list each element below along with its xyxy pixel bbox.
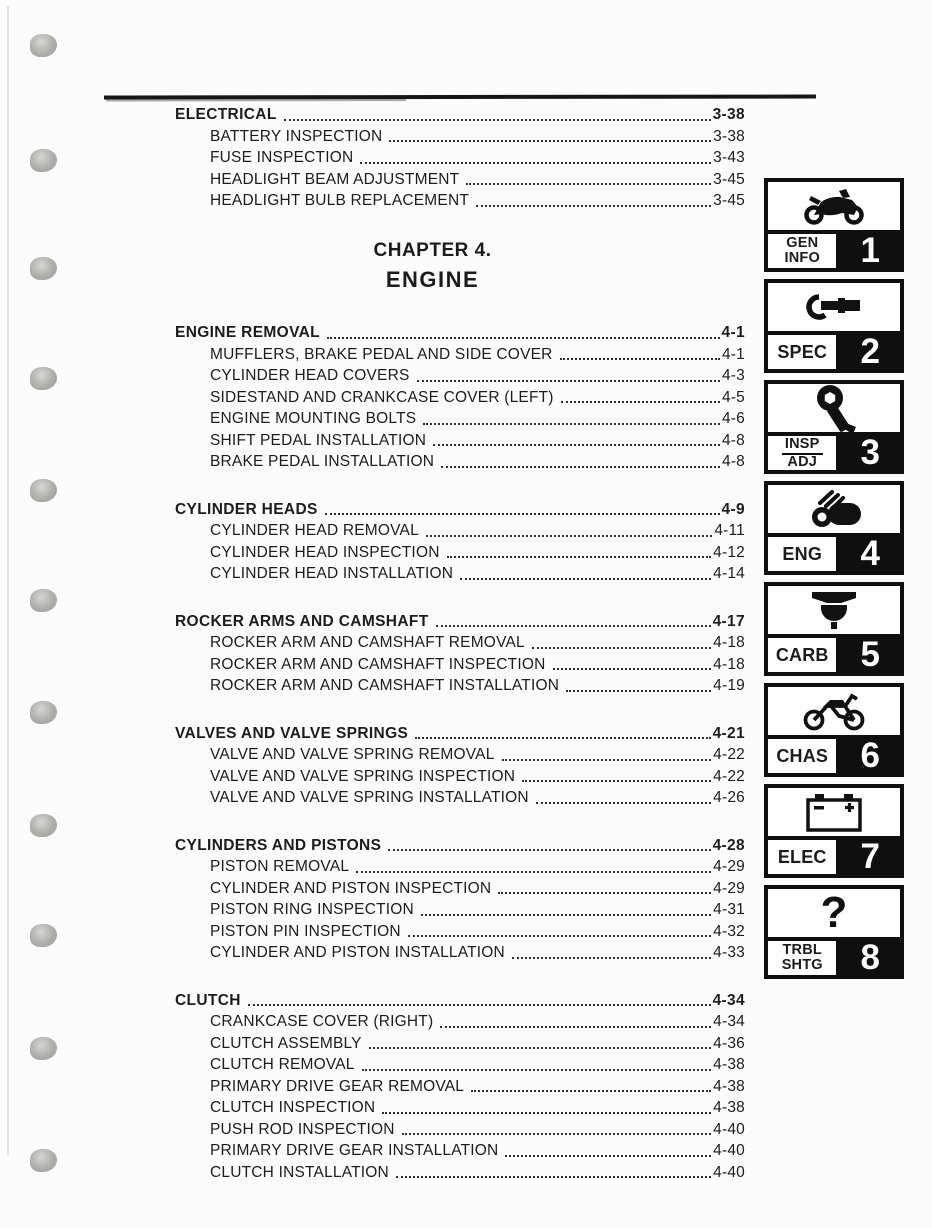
dot-leader <box>460 578 711 580</box>
toc-page-number: 4-19 <box>713 677 745 694</box>
dot-leader <box>421 914 711 916</box>
binder-hole-mark <box>30 1037 57 1060</box>
toc-page-number: 3-38 <box>712 106 745 123</box>
toc-section-title-row <box>175 723 745 745</box>
toc-entry-label: ENGINE MOUNTING BOLTS <box>210 410 417 427</box>
toc-entry-label: PISTON RING INSPECTION <box>210 901 414 918</box>
toc-item-row <box>175 878 745 900</box>
toc-item-row <box>175 563 745 585</box>
tab-label-strip <box>768 836 900 874</box>
tab-label <box>768 840 840 874</box>
toc-item-row <box>175 1140 745 1162</box>
binder-hole-mark <box>30 149 57 172</box>
dot-leader <box>560 358 720 360</box>
toc-entry-label: SIDESTAND AND CRANKCASE COVER (LEFT) <box>210 388 554 406</box>
dot-leader <box>532 647 711 649</box>
dot-leader <box>396 1176 711 1178</box>
chapter-tab-sidebar <box>764 178 904 986</box>
toc-section <box>175 835 745 964</box>
toc-item-row <box>175 520 745 542</box>
toc-item-row <box>175 766 745 788</box>
sidebar-tab-insp-adj <box>764 380 904 474</box>
dot-leader <box>498 892 711 894</box>
toc-entry-label: CYLINDER HEAD INSPECTION <box>210 543 440 561</box>
toc-item-row <box>175 387 745 409</box>
toc-page-number: 4-31 <box>713 901 745 918</box>
tab-label-strip <box>768 230 900 268</box>
toc-item-row <box>175 856 745 878</box>
dot-leader <box>441 466 720 468</box>
toc-page-number: 4-14 <box>713 565 745 582</box>
sidebar-tab-trbl-shtg <box>764 885 904 979</box>
toc-entry-label: ROCKER ARM AND CAMSHAFT REMOVAL <box>210 634 525 651</box>
tab-label-line: ELEC <box>777 847 827 867</box>
toc-entry-label: BRAKE PEDAL INSTALLATION <box>210 453 435 470</box>
toc-entry-label: PISTON PIN INSPECTION <box>210 922 401 940</box>
toc-item-row <box>175 542 745 564</box>
toc-entry-label: ELECTRICAL <box>175 106 277 123</box>
toc-item-row <box>175 899 745 921</box>
tab-label-line: SPEC <box>777 342 828 362</box>
dot-leader <box>362 1069 712 1071</box>
toc-entry-label: CLUTCH REMOVAL <box>210 1056 355 1073</box>
toc-page-number: 4-8 <box>721 431 745 449</box>
toc-entry-label: CYLINDER HEADS <box>175 500 318 518</box>
toc-entry-label: PRIMARY DRIVE GEAR INSTALLATION <box>210 1142 499 1159</box>
toc-page-number: 3-45 <box>713 170 745 188</box>
toc-page-number: 4-18 <box>713 634 745 651</box>
dot-leader <box>512 957 711 959</box>
toc-item-row <box>175 675 745 697</box>
chapter-title: ENGINE <box>385 267 480 292</box>
toc-entry-label: BATTERY INSPECTION <box>210 127 383 145</box>
dot-leader <box>388 849 710 851</box>
toc-page-number: 4-36 <box>713 1034 745 1052</box>
toc-page-number: 4-38 <box>713 1077 745 1095</box>
chapter-number: CHAPTER 4. <box>373 240 492 261</box>
toc-page-number: 4-26 <box>713 789 745 806</box>
toc-section <box>175 723 745 809</box>
tab-label-line: ADJ <box>787 453 818 470</box>
tab-number: 2 <box>840 335 900 369</box>
toc-page-number: 4-38 <box>713 1056 745 1073</box>
wrench-icon <box>768 384 900 432</box>
motorcycle-icon <box>768 182 900 230</box>
tab-number: 6 <box>840 739 900 773</box>
toc-page-number: 4-5 <box>721 388 745 406</box>
toc-page-number: 4-17 <box>712 612 745 630</box>
toc-item-row <box>175 654 745 676</box>
dot-leader <box>426 535 712 537</box>
tab-label-line: ENG <box>782 544 823 564</box>
toc-entry-label: MUFFLERS, BRAKE PEDAL AND SIDE COVER <box>210 345 553 363</box>
toc-entry-label: CYLINDER AND PISTON INSTALLATION <box>210 944 505 961</box>
sidebar-tab-carb <box>764 582 904 676</box>
tab-label-line: SHTG <box>781 957 823 973</box>
micrometer-icon <box>768 283 900 331</box>
tab-label <box>768 537 840 571</box>
toc-page-number: 4-40 <box>713 1142 745 1159</box>
toc-page-number: 3-43 <box>713 149 745 166</box>
tab-number: 7 <box>840 840 900 874</box>
toc-entry-label: SHIFT PEDAL INSTALLATION <box>210 431 427 449</box>
tab-label <box>768 739 840 773</box>
dot-leader <box>325 513 720 515</box>
sidebar-tab-eng <box>764 481 904 575</box>
toc-section <box>175 990 745 1184</box>
toc-entry-label: CYLINDER HEAD REMOVAL <box>210 522 419 539</box>
dot-leader <box>417 380 720 382</box>
toc-item-row <box>175 1054 745 1076</box>
toc-electrical-block <box>175 104 745 238</box>
toc-page-number: 3-45 <box>713 192 745 209</box>
tab-label-line: INSP <box>782 437 823 455</box>
tab-label-strip <box>768 331 900 369</box>
toc-chapter-block <box>175 322 745 1209</box>
toc-page-number: 4-33 <box>713 944 745 961</box>
toc-item-row <box>175 942 745 964</box>
question-mark-icon: ? <box>820 889 848 937</box>
dot-leader <box>466 183 711 185</box>
toc-item-row <box>175 632 745 654</box>
toc-entry-label: PRIMARY DRIVE GEAR REMOVAL <box>210 1077 465 1095</box>
tab-label <box>768 436 840 470</box>
toc-page-number: 4-21 <box>712 724 745 742</box>
sidebar-tab-spec <box>764 279 904 373</box>
toc-item-row <box>175 921 745 943</box>
tab-label-line: GEN <box>786 235 819 251</box>
sidebar-tab-elec <box>764 784 904 878</box>
tab-label-strip <box>768 937 900 975</box>
toc-page-number: 4-34 <box>712 991 745 1009</box>
dot-leader <box>284 119 711 121</box>
toc-item-row <box>175 1097 745 1119</box>
toc-item-row <box>175 365 745 387</box>
toc-page-number: 4-32 <box>713 922 745 940</box>
dot-leader <box>476 205 711 207</box>
dot-leader <box>248 1004 711 1006</box>
dot-leader <box>436 625 711 627</box>
toc-entry-label: CLUTCH INSTALLATION <box>210 1163 389 1181</box>
dot-leader <box>389 140 711 142</box>
toc-entry-label: CLUTCH <box>175 991 241 1009</box>
toc-entry-label: CYLINDER HEAD COVERS <box>210 367 410 384</box>
toc-item-row <box>175 744 745 766</box>
dot-leader <box>423 423 720 425</box>
dot-leader <box>553 668 712 670</box>
tab-number: 8 <box>840 941 900 975</box>
toc-entry-label: CYLINDERS AND PISTONS <box>175 836 382 854</box>
toc-section <box>175 322 745 473</box>
tab-number: 5 <box>840 638 900 672</box>
toc-entry-label: CRANKCASE COVER (RIGHT) <box>210 1013 434 1030</box>
dirtbike-icon <box>768 687 900 735</box>
toc-section <box>175 104 745 212</box>
toc-page-number: 4-38 <box>713 1099 745 1116</box>
tab-number: 4 <box>840 537 900 571</box>
binder-hole-mark <box>30 589 57 612</box>
dot-leader <box>505 1155 711 1157</box>
toc-item-row <box>175 344 745 366</box>
toc-page-number: 4-40 <box>713 1163 745 1181</box>
toc-page-number: 4-40 <box>713 1120 745 1138</box>
toc-entry-label: PUSH ROD INSPECTION <box>210 1120 395 1138</box>
dot-leader <box>536 802 711 804</box>
battery-icon <box>768 788 900 836</box>
sidebar-tab-gen-info <box>764 178 904 272</box>
toc-page-number: 4-3 <box>721 367 745 384</box>
dot-leader <box>502 759 712 761</box>
toc-entry-label: VALVES AND VALVE SPRINGS <box>175 724 409 742</box>
toc-page-number: 4-1 <box>721 324 745 341</box>
binder-hole-mark <box>30 924 57 947</box>
binder-hole-mark <box>30 1149 57 1172</box>
toc-item-row <box>175 190 745 212</box>
toc-entry-label: ENGINE REMOVAL <box>175 324 320 341</box>
chapter-heading <box>175 240 690 293</box>
dot-leader <box>327 337 720 339</box>
toc-entry-label: PISTON REMOVAL <box>210 858 350 875</box>
toc-entry-label: HEADLIGHT BEAM ADJUSTMENT <box>210 170 460 188</box>
dot-leader <box>369 1047 711 1049</box>
toc-page-number: 4-11 <box>714 522 745 539</box>
toc-item-row <box>175 1162 745 1184</box>
binder-hole-mark <box>30 34 57 57</box>
toc-item-row <box>175 1011 745 1033</box>
toc-entry-label: FUSE INSPECTION <box>210 149 354 166</box>
toc-item-row <box>175 147 745 169</box>
dot-leader <box>408 935 711 937</box>
dot-leader <box>440 1026 711 1028</box>
dot-leader <box>402 1133 712 1135</box>
toc-entry-label: ROCKER ARM AND CAMSHAFT INSTALLATION <box>210 677 560 694</box>
binder-hole-mark <box>30 479 57 502</box>
dot-leader <box>360 162 711 164</box>
tab-label-strip <box>768 533 900 571</box>
tab-label-line: TRBL <box>782 942 822 958</box>
dot-leader <box>566 690 711 692</box>
toc-item-row <box>175 1033 745 1055</box>
page-edge-line <box>7 6 9 1156</box>
toc-page-number: 4-8 <box>721 453 745 470</box>
toc-item-row <box>175 1119 745 1141</box>
toc-entry-label: CLUTCH INSPECTION <box>210 1099 376 1116</box>
binder-hole-mark <box>30 701 57 724</box>
dot-leader <box>561 401 720 403</box>
tab-label-strip <box>768 634 900 672</box>
toc-item-row <box>175 451 745 473</box>
toc-page-number: 4-29 <box>713 879 745 897</box>
toc-page-number: 4-22 <box>713 746 745 763</box>
toc-page-number: 4-1 <box>721 345 745 363</box>
dot-leader <box>382 1112 711 1114</box>
toc-section <box>175 499 745 585</box>
tab-label-line: CHAS <box>776 746 829 766</box>
toc-section-title-row <box>175 835 745 857</box>
top-rule <box>104 95 816 100</box>
tab-number: 3 <box>840 436 900 470</box>
toc-section-title-row <box>175 611 745 633</box>
toc-entry-label: ROCKER ARMS AND CAMSHAFT <box>175 612 429 630</box>
sidebar-tab-chas <box>764 683 904 777</box>
toc-entry-label: VALVE AND VALVE SPRING INSTALLATION <box>210 789 529 806</box>
tab-label <box>768 638 840 672</box>
toc-item-row <box>175 787 745 809</box>
tab-label-line: INFO <box>784 250 820 266</box>
toc-page-number: 4-29 <box>713 858 745 875</box>
toc-entry-label: CYLINDER AND PISTON INSPECTION <box>210 879 492 897</box>
toc-item-row <box>175 1076 745 1098</box>
toc-entry-label: CLUTCH ASSEMBLY <box>210 1034 362 1052</box>
tab-label-line: CARB <box>775 645 829 665</box>
toc-entry-label: CYLINDER HEAD INSTALLATION <box>210 565 454 582</box>
tab-label-strip <box>768 432 900 470</box>
tab-label-strip <box>768 735 900 773</box>
dot-leader <box>433 444 720 446</box>
toc-item-row <box>175 169 745 191</box>
toc-entry-label: VALVE AND VALVE SPRING REMOVAL <box>210 746 495 763</box>
toc-page-number: 4-6 <box>721 410 745 427</box>
toc-section-title-row <box>175 990 745 1012</box>
dot-leader <box>471 1090 711 1092</box>
toc-page-number: 4-12 <box>713 543 745 561</box>
toc-page-number: 3-38 <box>713 127 745 145</box>
toc-entry-label: HEADLIGHT BULB REPLACEMENT <box>210 192 470 209</box>
dot-leader <box>415 737 710 739</box>
toc-entry-label: ROCKER ARM AND CAMSHAFT INSPECTION <box>210 655 546 673</box>
toc-page-number: 4-22 <box>713 767 745 785</box>
toc-section-title-row <box>175 322 745 344</box>
toc-page-number: 4-18 <box>713 655 745 673</box>
dot-leader <box>447 556 712 558</box>
toc-item-row <box>175 430 745 452</box>
toc-section-title-row <box>175 499 745 521</box>
binder-hole-mark <box>30 367 57 390</box>
carburetor-icon <box>768 586 900 634</box>
toc-section-title-row <box>175 104 745 126</box>
toc-page-number: 4-34 <box>713 1013 745 1030</box>
engine-cylinder-icon <box>768 485 900 533</box>
tab-label <box>768 335 840 369</box>
dot-leader <box>356 871 711 873</box>
toc-entry-label: VALVE AND VALVE SPRING INSPECTION <box>210 767 516 785</box>
toc-item-row <box>175 408 745 430</box>
toc-page-number: 4-28 <box>712 836 745 854</box>
dot-leader <box>522 780 711 782</box>
binder-hole-mark <box>30 257 57 280</box>
toc-item-row <box>175 126 745 148</box>
toc-section <box>175 611 745 697</box>
binder-hole-mark <box>30 814 57 837</box>
toc-page-number: 4-9 <box>721 500 745 518</box>
tab-number: 1 <box>840 234 900 268</box>
tab-label <box>768 941 840 975</box>
tab-label <box>768 234 840 268</box>
